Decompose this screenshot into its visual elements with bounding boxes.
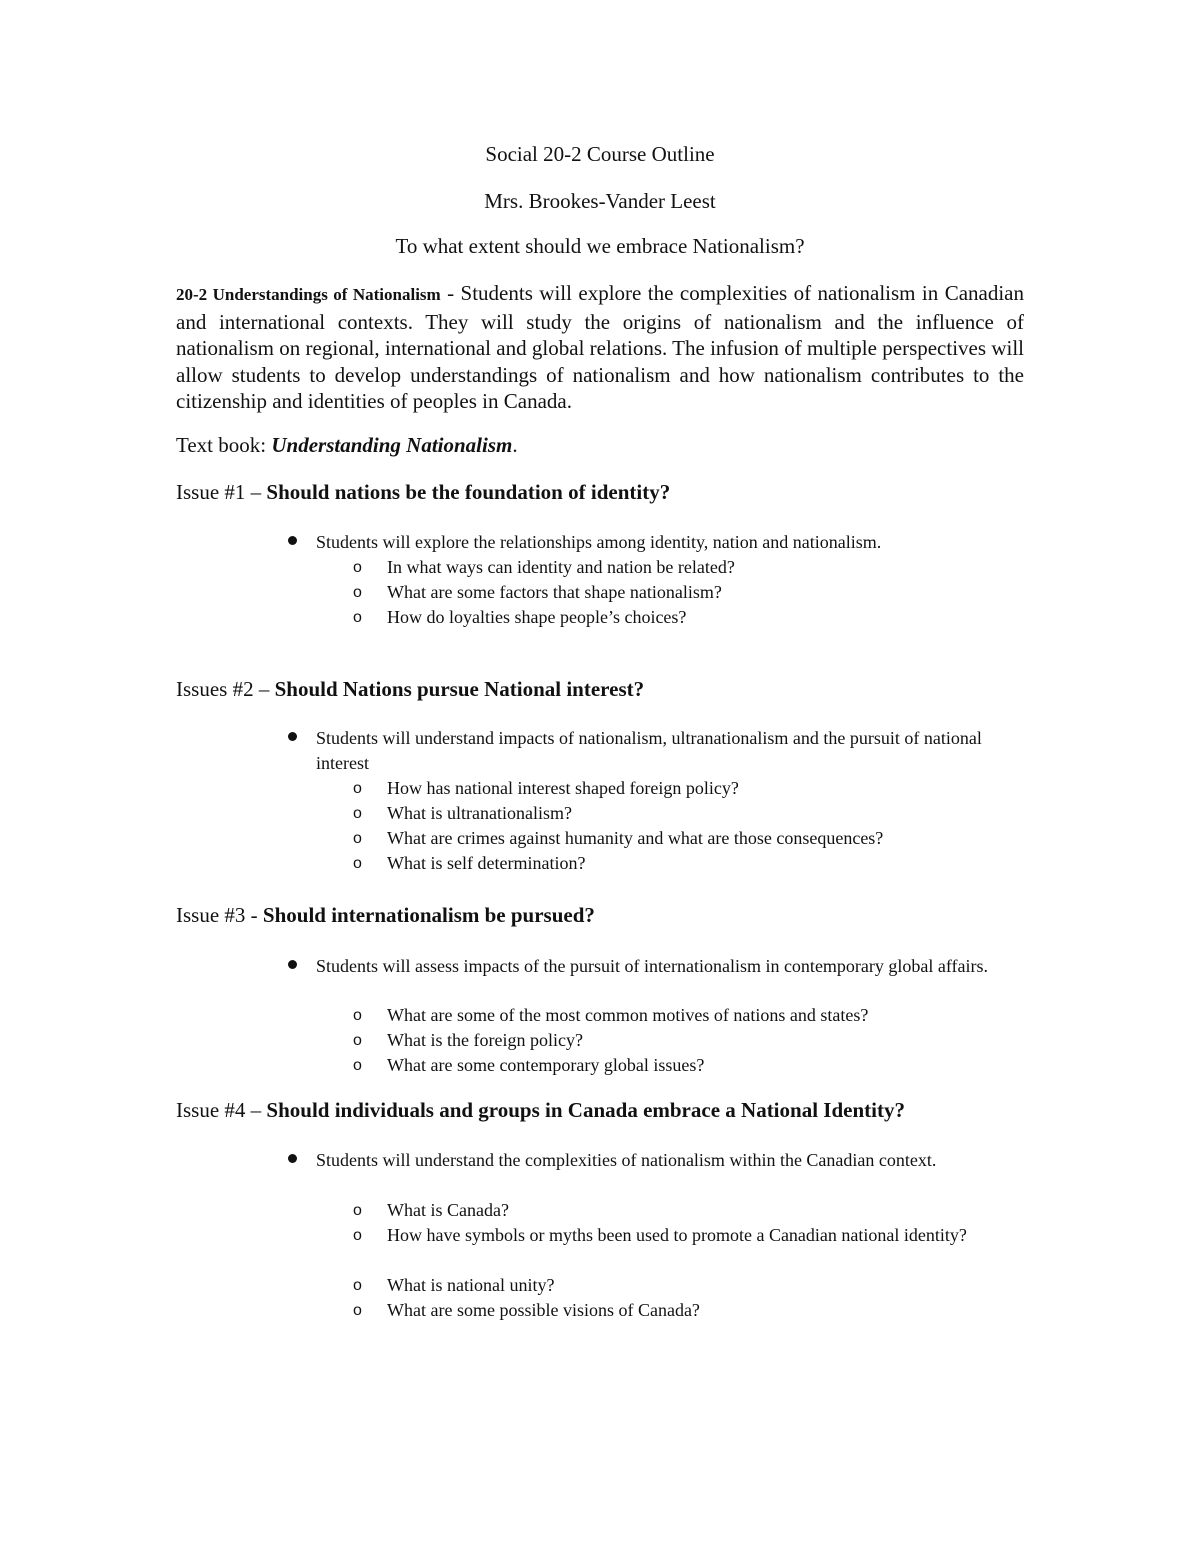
sub-question-text: How has national interest shaped foreign policy? (387, 778, 739, 798)
sub-question-text: What is the foreign policy? (387, 1030, 583, 1050)
circle-bullet-icon: o (353, 780, 362, 797)
textbook-suffix: . (512, 433, 518, 457)
issue-1-prefix: Issue #1 – (176, 480, 267, 504)
issue-3-question-3 (353, 1053, 1007, 1078)
issue-1-question-3 (353, 605, 1007, 630)
circle-bullet-icon: o (353, 1057, 362, 1074)
sub-question-text: What are some contemporary global issues? (387, 1055, 705, 1075)
issue-4-question-4 (353, 1298, 1007, 1323)
issue-4-prefix: Issue #4 – (176, 1098, 267, 1122)
issue-1-outcome-text: Students will explore the relationships among identity, nation and nationalism. (316, 532, 882, 552)
textbook-title: Understanding Nationalism (271, 433, 513, 457)
guiding-question: To what extent should we embrace Nationalism? (395, 234, 805, 258)
circle-bullet-icon: o (353, 855, 362, 872)
issue-3-prefix: Issue #3 - (176, 903, 263, 927)
circle-bullet-icon: o (353, 1007, 362, 1024)
circle-bullet-icon: o (353, 1302, 362, 1319)
issue-3-heading (176, 901, 595, 929)
issue-2-question-1 (353, 776, 1007, 801)
textbook-line (176, 431, 518, 459)
sub-question-text: What is ultranationalism? (387, 803, 572, 823)
textbook-label: Text book: (176, 433, 272, 457)
issue-1-heading (176, 478, 670, 506)
circle-bullet-icon: o (353, 1032, 362, 1049)
issue-4-heading (176, 1096, 905, 1124)
issue-3-outcome (316, 954, 1024, 979)
issue-3-question-1 (353, 1003, 1007, 1028)
issue-3-outcome-text: Students will assess impacts of the pursuit of internationalism in contemporary global affairs. (316, 956, 989, 976)
course-title: Social 20-2 Course Outline (485, 142, 715, 166)
circle-bullet-icon: o (353, 1202, 362, 1219)
issue-4-question: Should individuals and groups in Canada embrace a National Identity? (266, 1098, 905, 1122)
bullet-icon (288, 536, 297, 545)
sub-question-text: What is Canada? (387, 1200, 509, 1220)
issue-2-outcome (316, 726, 1024, 776)
issue-2-prefix: Issues #2 – (176, 677, 275, 701)
issue-1-question-1 (353, 555, 1007, 580)
sub-question-text: What are some of the most common motives of nations and states? (387, 1005, 869, 1025)
issue-3-question-2 (353, 1028, 1007, 1053)
sub-question-text: What is national unity? (387, 1275, 555, 1295)
issue-4-outcome (316, 1148, 1024, 1173)
circle-bullet-icon: o (353, 609, 362, 626)
issue-4-question-1 (353, 1198, 1007, 1223)
sub-question-text: What are some factors that shape nationalism? (387, 582, 722, 602)
circle-bullet-icon: o (353, 559, 362, 576)
issue-4-question-3 (353, 1273, 1007, 1298)
issue-2-question: Should Nations pursue National interest? (274, 677, 645, 701)
issue-1-outcome (316, 530, 1024, 555)
sub-question-text: How have symbols or myths been used to promote a Canadian national identity? (387, 1225, 967, 1245)
issue-2-heading (176, 675, 644, 703)
course-description (176, 280, 1024, 415)
course-description-label: 20-2 Understandings of Nationalism (176, 285, 441, 304)
sub-question-text: What are crimes against humanity and what are those consequences? (387, 828, 884, 848)
issue-4-question-2 (353, 1223, 1007, 1248)
sub-question-text: What are some possible visions of Canada? (387, 1300, 700, 1320)
sub-question-text: In what ways can identity and nation be related? (387, 557, 735, 577)
circle-bullet-icon: o (353, 1277, 362, 1294)
teacher-name: Mrs. Brookes-Vander Leest (484, 189, 716, 213)
issue-2-question-3 (353, 826, 1007, 851)
issue-1-question: Should nations be the foundation of identity? (266, 480, 671, 504)
issue-4-outcome-text: Students will understand the complexities of nationalism within the Canadian context. (316, 1150, 937, 1170)
issue-2-outcome-text: Students will understand impacts of nationalism, ultranationalism and the pursuit of national interest (316, 728, 982, 773)
issue-2-question-2 (353, 801, 1007, 826)
course-description-text: - Students will explore the complexities of nationalism in Canadian and international contexts. They will study the origins of nationalism and the influence of nationalism on regional, international and global relations. The infusion of multiple perspectives will allow students to develop understandings of nationalism and how nationalism contributes to the citizenship and identities of peoples in Canada. (176, 281, 1024, 413)
circle-bullet-icon: o (353, 830, 362, 847)
issue-2-question-4 (353, 851, 1007, 876)
bullet-icon (288, 732, 297, 741)
bullet-icon (288, 960, 297, 969)
circle-bullet-icon: o (353, 1227, 362, 1244)
issue-3-question: Should internationalism be pursued? (262, 903, 595, 927)
sub-question-text: How do loyalties shape people’s choices? (387, 607, 687, 627)
sub-question-text: What is self determination? (387, 853, 586, 873)
issue-1-question-2 (353, 580, 1007, 605)
bullet-icon (288, 1154, 297, 1163)
circle-bullet-icon: o (353, 584, 362, 601)
circle-bullet-icon: o (353, 805, 362, 822)
